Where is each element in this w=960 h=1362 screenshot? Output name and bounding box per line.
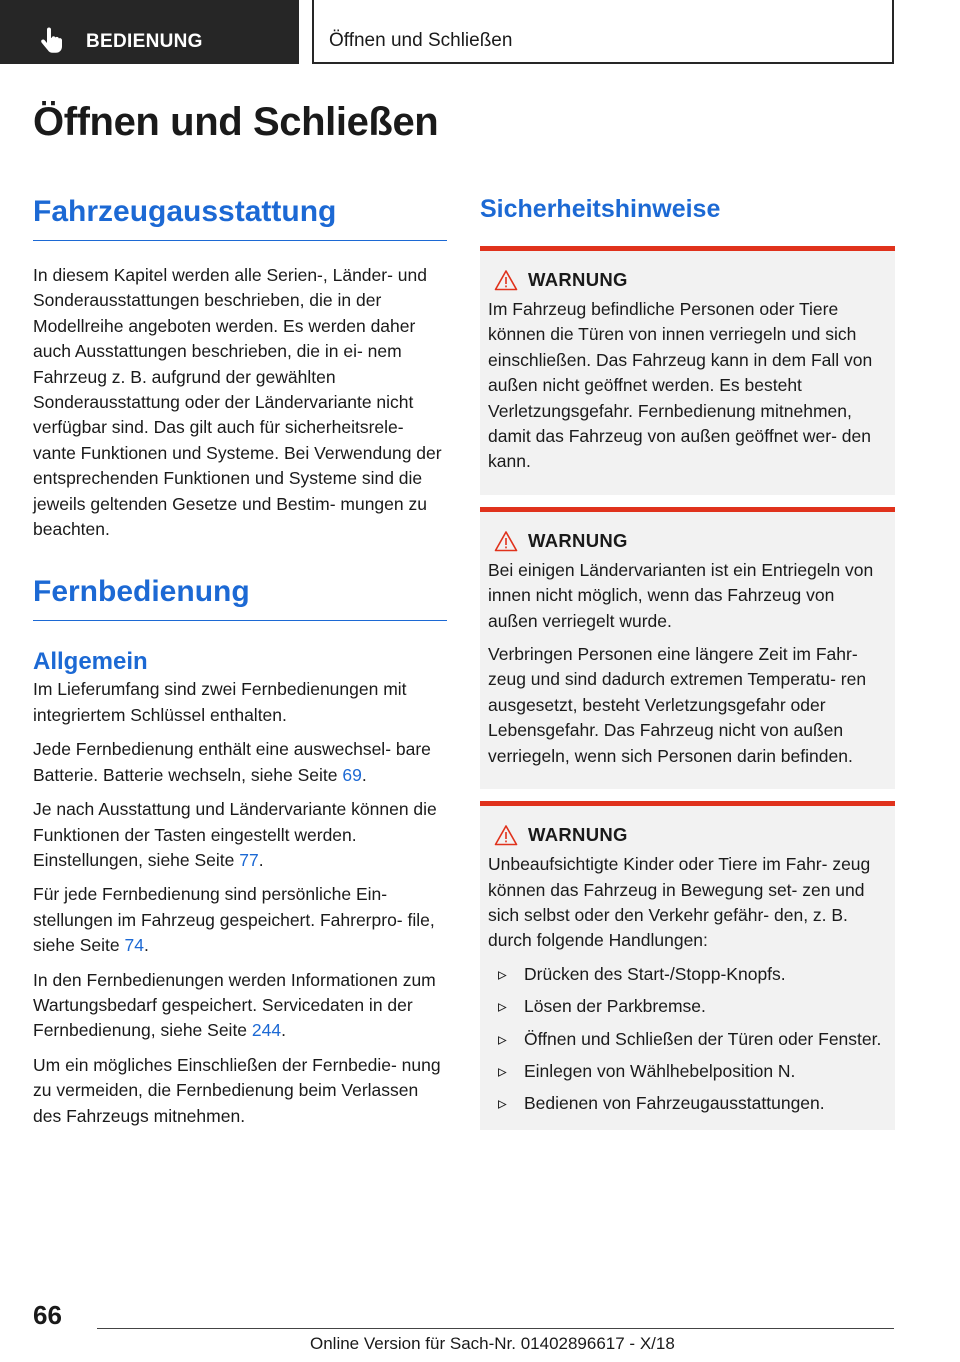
allgemein-p4-text: Für jede Fernbedienung sind persönliche Ein- stellungen im Fahrzeug gespeichert. Fahrerpro- file, siehe Seite xyxy=(33,884,435,956)
warning-box xyxy=(480,801,895,1130)
warning-box xyxy=(480,246,895,495)
page-link-77[interactable]: 77 xyxy=(239,849,259,870)
header-section-label: BEDIENUNG xyxy=(86,31,203,52)
warning-title: WARNUNG xyxy=(528,824,628,846)
warning-header xyxy=(488,824,887,846)
list-item xyxy=(488,1059,887,1084)
warning-header xyxy=(488,269,887,291)
triangle-bullet-icon: ▹ xyxy=(498,1060,507,1081)
triangle-bullet-icon: ▹ xyxy=(498,963,507,984)
header-chapter-tab xyxy=(312,0,894,64)
allgemein-p5-text: In den Fernbedienungen werden Informationen zum Wartungsbedarf gespeichert. Servicedaten in der Fernbedienung, siehe Seite xyxy=(33,969,436,1041)
warning-text: Im Fahrzeug befindliche Personen oder Tiere können die Türen von innen verriegeln und sich einschließen. Das Fahrzeug kann in dem Fall von außen nicht geöffnet werden. Es besteht Verletzungsgefahr. Fernbedienung mitnehmen, damit das Fahrzeug von außen geöffnet wer- den kann. xyxy=(488,299,873,472)
warning-text: Verbringen Personen eine längere Zeit im Fahr- zeug und sind dadurch extremen Temperatu- ren ausgesetzt, besteht Verletzungsgefahr oder Lebensgefahr. Das Fahrzeug nicht von außen verriegeln, wenn sich Personen darin befinden. xyxy=(488,644,867,766)
allgemein-p2: Jede Fernbedienung enthält eine auswechsel- bare Batterie. Batterie wechseln, siehe Seite 69. xyxy=(33,739,431,785)
header-chapter-label: Öffnen und Schließen xyxy=(329,30,513,51)
list-item xyxy=(488,1091,887,1116)
allgemein-p3: Je nach Ausstattung und Ländervariante können die Funktionen der Tasten eingestellt werden. Einstellungen, siehe Seite 77. xyxy=(33,799,437,870)
heading-allgemein: Allgemein xyxy=(33,648,148,676)
warning-title: WARNUNG xyxy=(528,529,628,551)
allgemein-p4: Für jede Fernbedienung sind persönliche Ein- stellungen im Fahrzeug gespeichert. Fahrerpro- file, siehe Seite 74. xyxy=(33,884,435,956)
header-section-tab xyxy=(0,0,299,64)
page-number: 66 xyxy=(33,1300,62,1330)
list-item xyxy=(488,994,887,1019)
list-item-text: Drücken des Start-/Stopp-Knopfs. xyxy=(524,963,786,984)
warning-header xyxy=(488,530,887,552)
right-column xyxy=(480,194,895,1142)
page-link-244[interactable]: 244 xyxy=(251,1020,282,1041)
heading-fernbedienung: Fernbedienung xyxy=(33,574,447,621)
heading-sicherheitshinweise: Sicherheitshinweise xyxy=(480,195,721,223)
list-item-text: Öffnen und Schließen der Türen oder Fenster. xyxy=(524,1028,882,1049)
heading-fahrzeugausstattung: Fahrzeugausstattung xyxy=(33,194,447,241)
list-item-text: Lösen der Parkbremse. xyxy=(524,996,706,1017)
allgemein-p2-text: Jede Fernbedienung enthält eine auswechsel- bare Batterie. Batterie wechseln, siehe Seite xyxy=(33,739,431,785)
warning-triangle-icon xyxy=(494,530,518,552)
warning-triangle-icon xyxy=(494,824,518,846)
footer-version-text: Online Version für Sach-Nr. 01402896617 - X/18 xyxy=(310,1334,675,1353)
list-item xyxy=(488,1027,887,1052)
warning-title: WARNUNG xyxy=(528,269,628,290)
hand-pointer-icon xyxy=(38,26,66,54)
page-title: Öffnen und Schließen xyxy=(33,100,439,144)
allgemein-p6: Um ein mögliches Einschließen der Fernbedie- nung zu vermeiden, die Fernbedienung beim Verlassen des Fahrzeugs mitnehmen. xyxy=(33,1054,441,1126)
list-item-text: Einlegen von Wählhebelposition N. xyxy=(524,1060,796,1081)
fahrzeugausstattung-text: In diesem Kapitel werden alle Serien-, Länder- und Sonderausstattungen beschrieben, die in der Modellreihe angeboten werden. Es werden daher auch Ausstattungen beschrieben, die in ei- nem Fahrzeug z. B. aufgrund der gewählten Sonderausstattung oder der Ländervariante nicht verfügbar sind. Das gilt auch für sicherheitsrele- vante Funktionen und Systeme. Bei Verwendung der entsprechenden Funktionen und Systeme sind die jeweils geltenden Gesetze und Bestim- mungen zu beachten. xyxy=(33,265,442,540)
list-item xyxy=(488,962,887,987)
page-link-69[interactable]: 69 xyxy=(342,764,362,785)
page-link-74[interactable]: 74 xyxy=(124,935,144,956)
warning-action-list xyxy=(488,962,887,1117)
footer-divider xyxy=(97,1328,894,1329)
list-item-text: Bedienen von Fahrzeugausstattungen. xyxy=(524,1093,825,1114)
left-column xyxy=(33,194,447,1138)
allgemein-p5: In den Fernbedienungen werden Informationen zum Wartungsbedarf gespeichert. Servicedaten in der Fernbedienung, siehe Seite 244. xyxy=(33,969,436,1041)
warning-text: Unbeaufsichtigte Kinder oder Tiere im Fahr- zeug können das Fahrzeug in Bewegung set- zen und sich selbst oder den Verkehr gefähr- den, z. B. durch folgende Handlungen: xyxy=(488,854,871,951)
triangle-bullet-icon: ▹ xyxy=(498,1028,507,1049)
triangle-bullet-icon: ▹ xyxy=(498,996,507,1017)
warning-triangle-icon xyxy=(494,269,518,291)
allgemein-p1: Im Lieferumfang sind zwei Fernbedienungen mit integriertem Schlüssel enthalten. xyxy=(33,679,407,725)
allgemein-p3-text: Je nach Ausstattung und Ländervariante können die Funktionen der Tasten eingestellt werden. Einstellungen, siehe Seite xyxy=(33,799,437,870)
triangle-bullet-icon: ▹ xyxy=(498,1093,507,1114)
warning-box xyxy=(480,507,895,789)
warning-text: Bei einigen Ländervarianten ist ein Entriegeln von innen nicht möglich, wenn das Fahrzeug von außen verriegelt wurde. xyxy=(488,559,874,631)
